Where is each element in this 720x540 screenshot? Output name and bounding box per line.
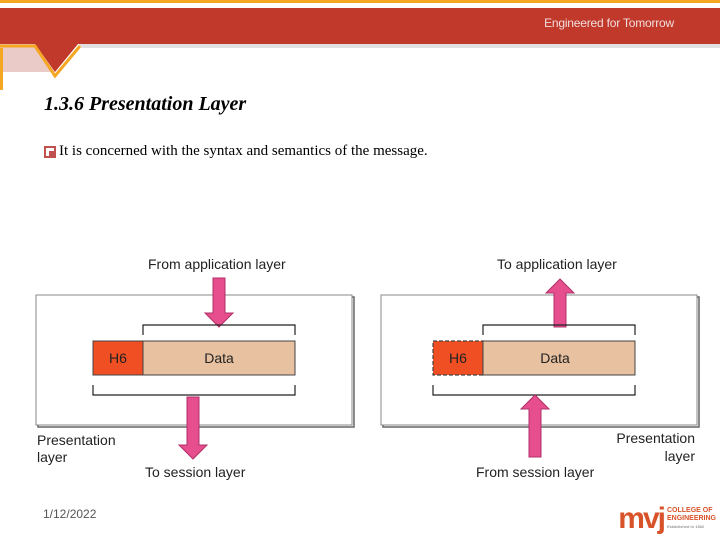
right-data-label: Data <box>540 350 570 366</box>
left-layer-label-line1: Presentation <box>37 432 116 448</box>
slide-title: 1.3.6 Presentation Layer <box>44 93 247 115</box>
left-bottom-label: To session layer <box>145 464 246 480</box>
college-logo <box>618 504 716 534</box>
right-panel <box>381 256 699 480</box>
checkbox-bullet-icon <box>44 146 56 158</box>
left-top-label: From application layer <box>148 256 286 272</box>
presentation-layer-diagram <box>0 245 720 490</box>
right-top-label: To application layer <box>497 256 617 272</box>
right-bottom-label: From session layer <box>476 464 595 480</box>
right-layer-label-line1: Presentation <box>616 430 695 446</box>
right-layer-label-line2: layer <box>664 448 695 464</box>
header-banner <box>0 0 720 90</box>
logo-mark: mvj <box>618 502 664 535</box>
right-header-label: H6 <box>449 350 467 366</box>
logo-line3: Established in 1982 <box>666 524 705 529</box>
header-tagline: Engineered for Tomorrow <box>544 16 674 30</box>
bullet-item <box>44 143 428 160</box>
logo-text <box>667 507 716 531</box>
left-data-label: Data <box>204 350 234 366</box>
left-panel <box>36 256 354 480</box>
bullet-text: It is concerned with the syntax and semantics of the message. <box>59 143 428 159</box>
left-layer-label-line2: layer <box>37 449 68 465</box>
logo-line2: ENGINEERING <box>666 515 716 522</box>
logo-line1: COLLEGE OF <box>666 507 713 514</box>
slide-date: 1/12/2022 <box>43 507 97 521</box>
left-header-label: H6 <box>109 350 127 366</box>
